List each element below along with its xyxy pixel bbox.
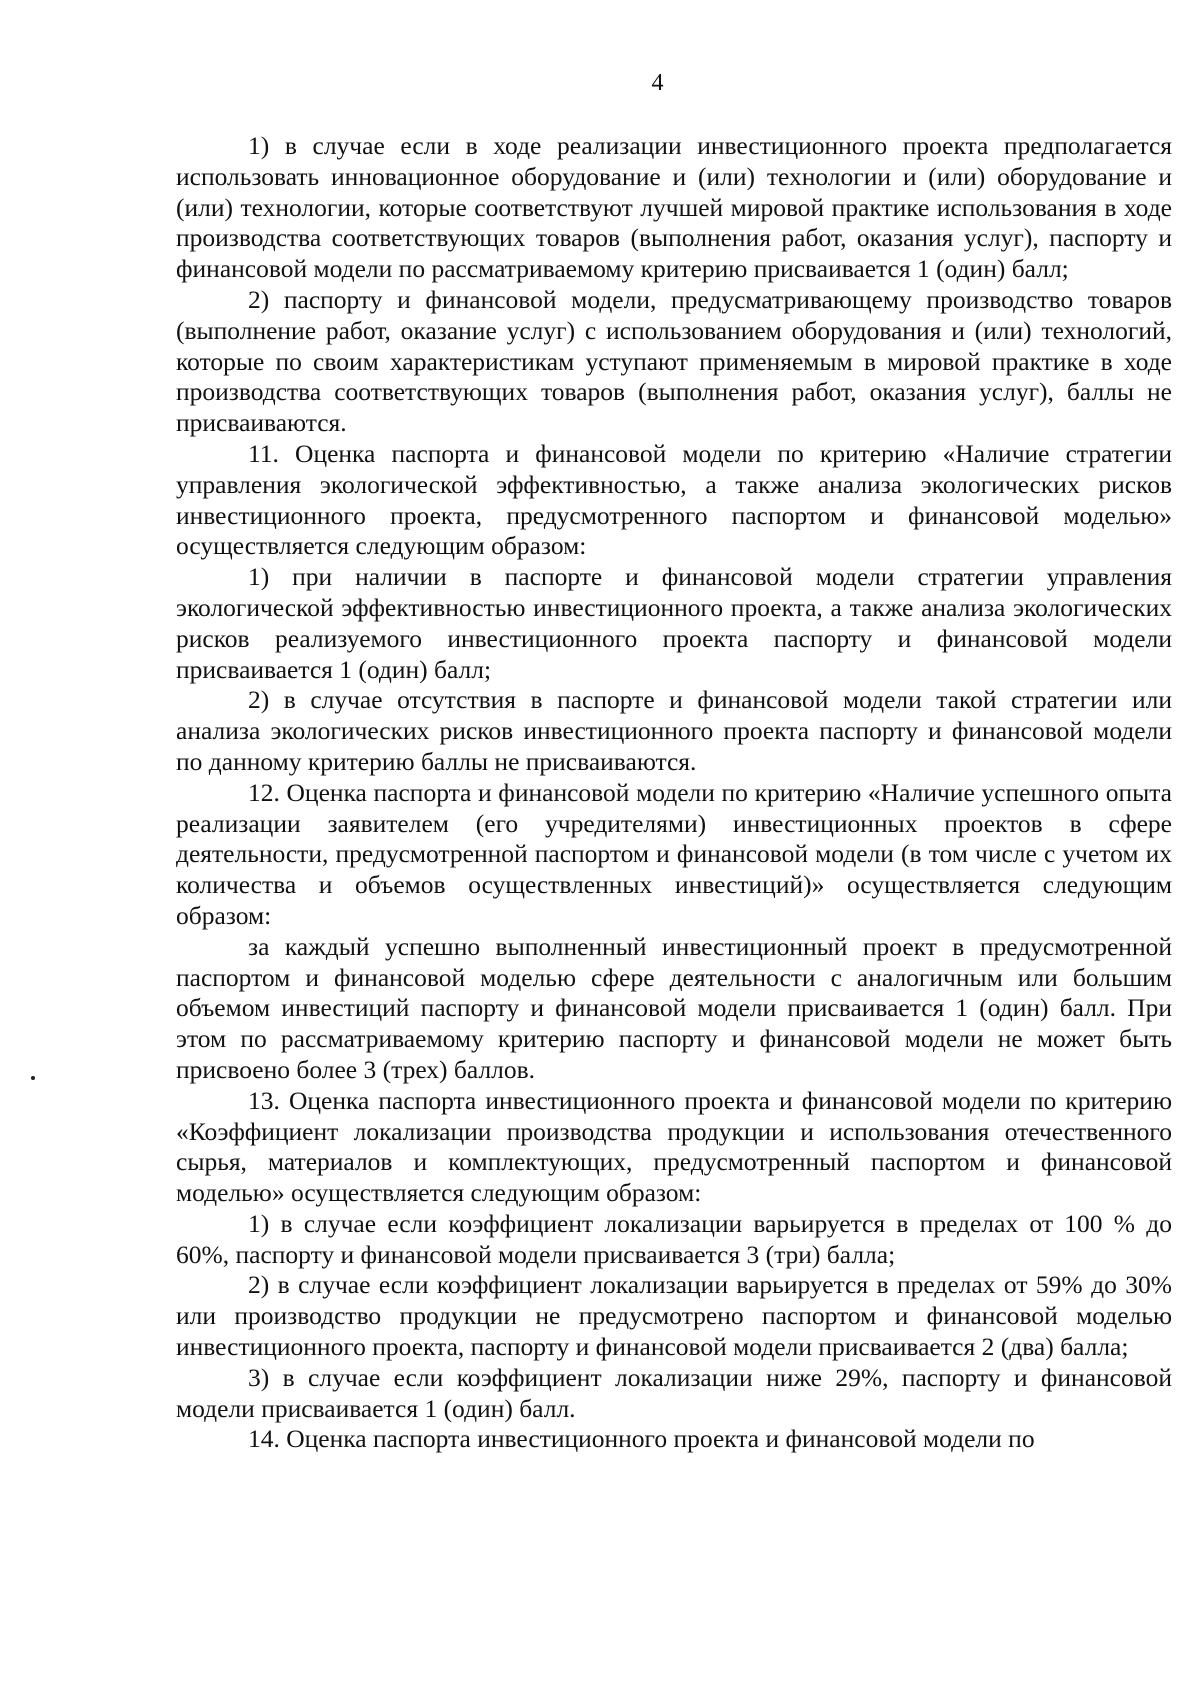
paragraph-section-11-clause-1: 1) при наличии в паспорте и финансовой модели стратегии управления экологической эффективностью инвестиционного проекта, а также анализа экологических рисков реализуемого инвестиционного проекта паспорту и финансовой модели присваивается 1 (один) балл; (176, 562, 1172, 684)
paragraph-section-13: 13. Оценка паспорта инвестиционного проекта и финансовой модели по критерию «Коэффициент локализации производства продукции и использования отечественного сырья, материалов и комплектующих, предусмотренный паспортом и финансовой моделью» осуществляется следующим образом: (176, 1085, 1172, 1208)
paragraph-section-14: 14. Оценка паспорта инвестиционного проекта и финансовой модели по (248, 1424, 1035, 1454)
paragraph-clause-2: 2) паспорту и финансовой модели, предусматривающему производство товаров (выполнение работ, оказание услуг) с использованием оборудования и (или) технологий, которые по своим характеристикам уступают применяемым в мировой практике в ходе производства соответствующих товаров (выполнения работ, оказания услуг), баллы не присваиваются. (176, 284, 1172, 438)
document-body (176, 131, 1172, 1455)
scan-speck (31, 1076, 35, 1080)
paragraph-section-11: 11. Оценка паспорта и финансовой модели по критерию «Наличие стратегии управления экологической эффективностью, а также анализа экологических рисков инвестиционного проекта, предусмотренного паспортом и финансовой моделью» осуществляется следующим образом: (176, 438, 1172, 561)
paragraph-section-13-clause-3: 3) в случае если коэффициент локализации ниже 29%, паспорту и финансовой модели присваивается 1 (один) балл. (176, 1362, 1172, 1423)
paragraph-section-12: 12. Оценка паспорта и финансовой модели по критерию «Наличие успешного опыта реализации заявителем (его учредителями) инвестиционных проектов в сфере деятельности, предусмотренной паспортом и финансовой модели (в том числе с учетом их количества и объемов осуществленных инвестиций)» осуществляется следующим образом: (176, 777, 1172, 930)
paragraph-section-12-scoring: за каждый успешно выполненный инвестиционный проект в предусмотренной паспортом и финансовой моделью сфере деятельности с аналогичным или большим объемом инвестиций паспорту и финансовой модели присваивается 1 (один) балл. При этом по рассматриваемому критерию паспорту и финансовой модели не может быть присвоено более 3 (трех) баллов. (176, 931, 1172, 1084)
paragraph-section-11-clause-2: 2) в случае отсутствия в паспорте и финансовой модели такой стратегии или анализа экологических рисков инвестиционного проекта паспорту и финансовой модели по данному критерию баллы не присваиваются. (176, 685, 1172, 776)
paragraph-section-13-clause-1: 1) в случае если коэффициент локализации варьируется в пределах от 100 % до 60%, паспорту и финансовой модели присваивается 3 (три) балла; (176, 1208, 1172, 1269)
page-number: 4 (651, 70, 664, 96)
paragraph-section-13-clause-2: 2) в случае если коэффициент локализации варьируется в пределах от 59% до 30% или производство продукции не предусмотрено паспортом и финансовой моделью инвестиционного проекта, паспорту и финансовой модели присваивается 2 (два) балла; (176, 1270, 1172, 1362)
paragraph-clause-1: 1) в случае если в ходе реализации инвестиционного проекта предполагается использовать инновационное оборудование и (или) технологии и (или) оборудование и (или) технологии, которые соответствуют лучшей мировой практике использования в ходе производства соответствующих товаров (выполнения работ, оказания услуг), паспорту и финансовой модели по рассматриваемому критерию присваивается 1 (один) балл; (176, 131, 1172, 284)
